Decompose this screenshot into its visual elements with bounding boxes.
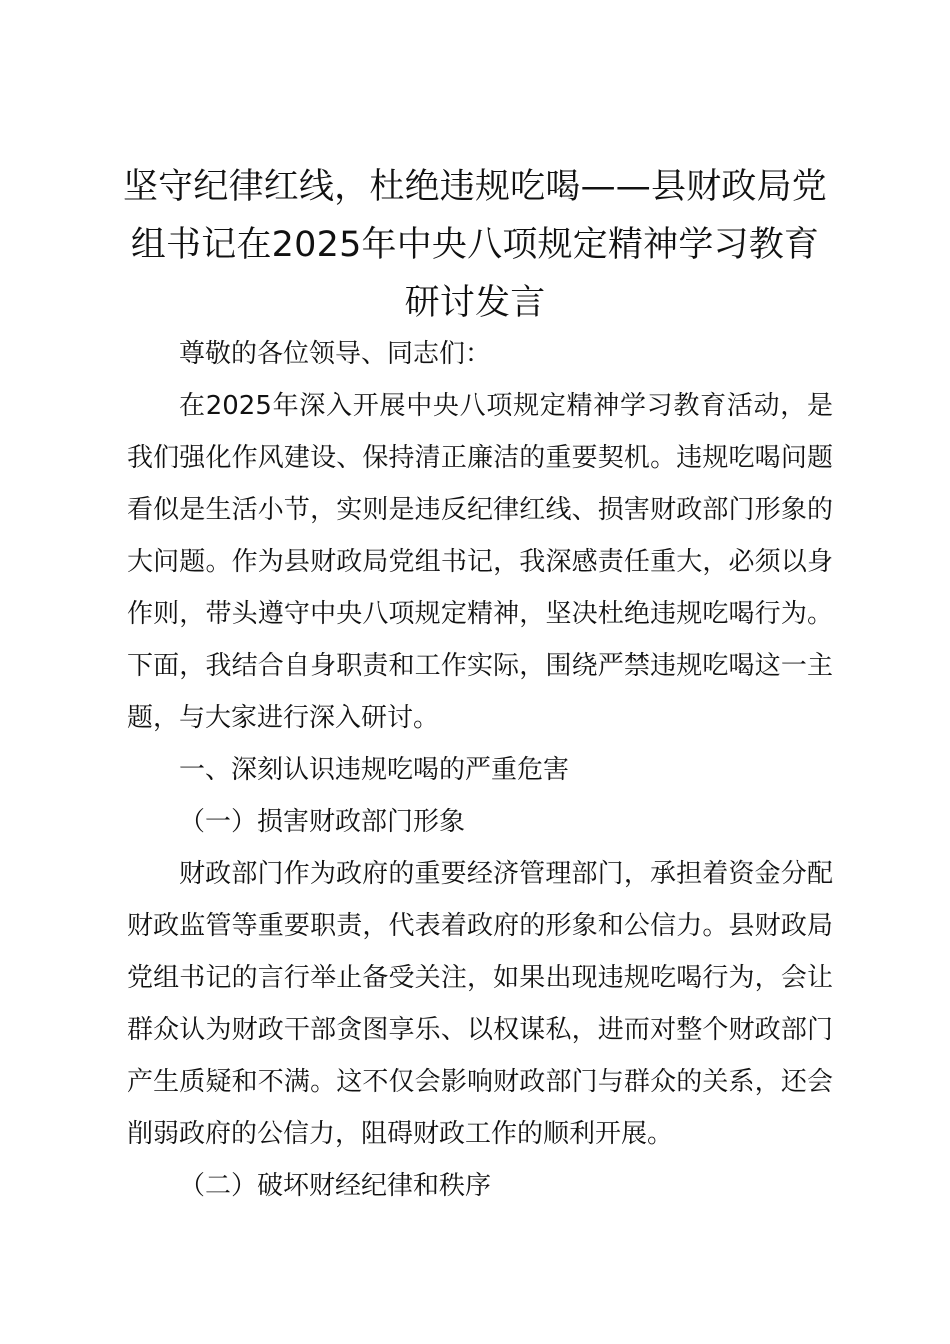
body-paragraph: 财政部门作为政府的重要经济管理部门，承担着资金分配财政监管等重要职责，代表着政府的形象和公信力。县财政局党组书记的言行举止备受关注，如果出现违规吃喝行为，会让群众认为财政干部贪图享乐、以权谋私，进而对整个财政部门产生质疑和不满。这不仅会影响财政部门与群众的关系，还会削弱政府的公信力，阻碍财政工作的顺利开展。 <box>127 859 833 1149</box>
document-body <box>127 328 833 1212</box>
document-title: 坚守纪律红线，杜绝违规吃喝——县财政局党组书记在2025年中央八项规定精神学习教育研讨发言 <box>122 167 827 323</box>
subsection-heading: （二）破坏财经纪律和秩序 <box>179 1171 492 1201</box>
section-heading: 一、深刻认识违规吃喝的严重危害 <box>179 755 570 785</box>
intro-paragraph: 在2025年深入开展中央八项规定精神学习教育活动，是我们强化作风建设、保持清正廉洁的重要契机。违规吃喝问题看似是生活小节，实则是违反纪律红线、损害财政部门形象的大问题。作为县财政局党组书记，我深感责任重大，必须以身作则，带头遵守中央八项规定精神，坚决杜绝违规吃喝行为。下面，我结合自身职责和工作实际，围绕严禁违规吃喝这一主题，与大家进行深入研讨。 <box>127 391 833 733</box>
subsection-heading: （一）损害财政部门形象 <box>179 807 466 837</box>
salutation: 尊敬的各位领导、同志们： <box>179 339 492 369</box>
